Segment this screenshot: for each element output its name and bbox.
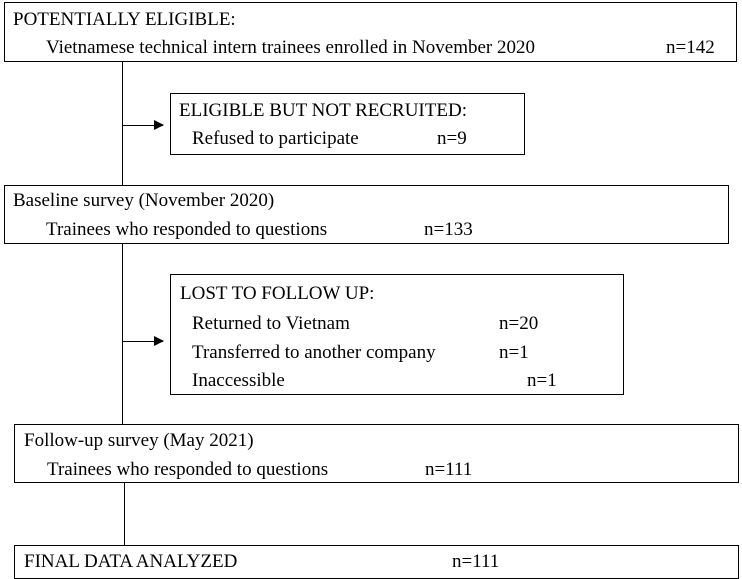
lost-reason-inaccessible: Inaccessible [192,370,285,391]
final-data-heading: FINAL DATA ANALYZED [24,551,238,572]
follow-up-survey-heading: Follow-up survey (May 2021) [24,430,254,451]
lost-count-transferred: n=1 [499,342,529,363]
potentially-eligible-heading: POTENTIALLY ELIGIBLE: [13,9,236,30]
connector-followup-to-final [124,483,125,545]
follow-up-survey-count: n=111 [425,459,473,480]
baseline-survey-box [4,185,729,244]
lost-reason-transferred: Transferred to another company [192,342,436,363]
not-recruited-box [170,93,525,155]
connector-eligible-to-baseline [122,60,123,185]
baseline-survey-heading: Baseline survey (November 2020) [13,190,275,211]
not-recruited-heading: ELIGIBLE BUT NOT RECRUITED: [179,100,467,121]
final-data-count: n=111 [452,551,500,572]
final-data-box [14,545,739,579]
arrow-to-lost-to-follow-up [122,341,163,342]
arrow-to-not-recruited [122,125,163,126]
follow-up-survey-description: Trainees who responded to questions [47,459,329,480]
connector-baseline-to-followup [122,244,123,424]
potentially-eligible-description: Vietnamese technical intern trainees enrolled in November 2020 [46,37,535,58]
potentially-eligible-count: n=142 [666,37,715,58]
follow-up-survey-box [14,424,739,483]
lost-to-follow-up-box [170,274,624,395]
lost-count-inaccessible: n=1 [527,370,557,391]
baseline-survey-count: n=133 [424,219,473,240]
lost-reason-returned: Returned to Vietnam [192,313,350,334]
baseline-survey-description: Trainees who responded to questions [46,219,328,240]
not-recruited-reason: Refused to participate [192,128,359,149]
not-recruited-count: n=9 [437,128,467,149]
potentially-eligible-box [4,2,737,62]
lost-to-follow-up-heading: LOST TO FOLLOW UP: [180,283,375,304]
lost-count-returned: n=20 [499,313,539,334]
